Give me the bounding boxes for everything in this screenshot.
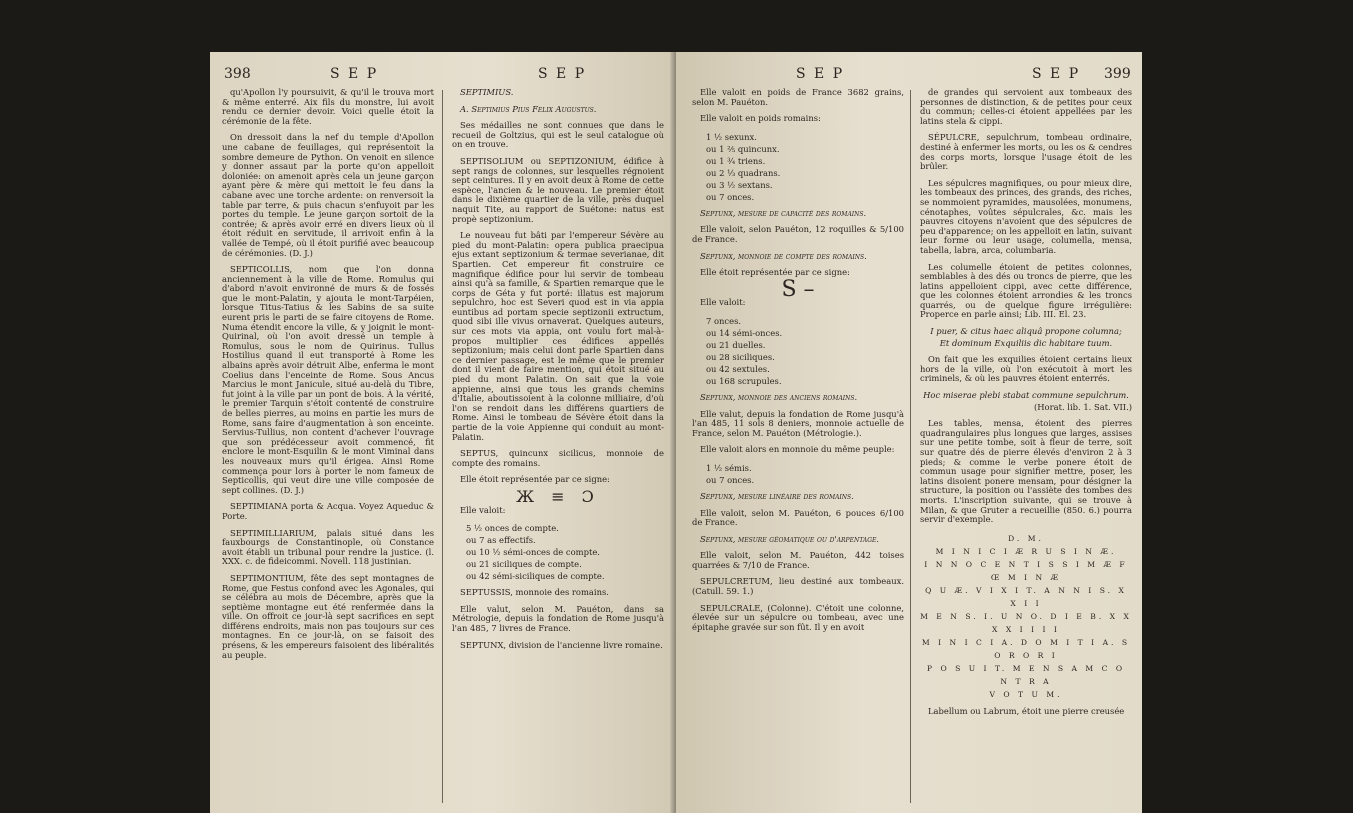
paragraph: Les tables, mensa, étoient des pierres quadrangulaires plus longues que larges, assises sur une petite tombe, soit à fleur de terre, soit sur quatre dés de pierre élevés d'environ 2 à 3 pieds; & comme le verbe ponere étoit de commun usage pour signifier mettre, poser, les latins disoient ponere mensam, pour désigner la structure, la position ou l'assiète des tombes des morts. L'inscription suivante, qui se trouve à Milan, & que Gruter a recueillie (850. 6.) pourra servir d'exemple. xyxy=(920,418,1132,525)
right-col-1 xyxy=(692,88,904,798)
list-item: ou 21 siciliques de compte. xyxy=(466,559,582,570)
entry-sepulcre: SÉPULCRE, sepulchrum, tombeau ordinaire, destiné à enfermer les morts, ou les os & cendres des corps morts, lorsque l'usage étoit de les brûler. xyxy=(920,132,1132,172)
paragraph: Le nouveau fut bâti par l'empereur Sévère au pied du mont-Palatin: opera publica praecipua ejus extant septizonium & termae severianae, dit Spartien. Cet empereur fit construire ce magnifique édifice pour lui servir de tombeau ainsi qu'à sa famille, & Spartien remarque que le corps de Géta y fut porté: illatus est majorum sepulchro, hoc est Severi quod est in via appia euntibus ad portam specie septizonii extructum, quod sibi ille vivus ornaverat. Quelques auteurs, sur ces mots via appia, ont voulu fort mal-à-propos multiplier ces édifices appellés septizonium; mais celui dont parle Spartien dans ce dernier passage, est le même que le premier dont il vient de faire mention, qui étoit situé au pied du mont Palatin. On sait que la voie appienne, ainsi que tous les grands chemins d'Italie, aboutissoient à la colonne milliaire, d'où l'on se rendoit dans les différens quartiers de Rome. Ainsi le tombeau de Sévère étoit dans la partie de la voie Appienne qui conduit au mont-Palatin. xyxy=(452,230,664,442)
paragraph: Elle valoit alors en monnoie du même peuple: xyxy=(700,444,895,455)
column-divider xyxy=(910,90,911,803)
entry-sepulcretum: SEPULCRETUM, lieu destiné aux tombeaux. (Catull. 59. 1.) xyxy=(692,576,904,597)
entry-septimontium: SEPTIMONTIUM, fête des sept montagnes de Rome, que Festus confond avec les Agonales, qui se célébra au mois de Décembre, après que la septième montagne eut été renfermée dans la ville. On offroit ce jour-là sept sacrifices en sept différens endroits, mais non pas toujours sur ces montagnes. En ce jour-là, on se faisoit des présens, & les empereurs faisoient des libéralités au peuple. xyxy=(222,572,434,660)
left-page-header xyxy=(210,66,676,88)
paragraph: Les columelle étoient de petites colonnes, semblables à des dés ou troncs de pierre, que les latins appelloient cippi, avec cette différence, que les colonnes étoient arrondies & les troncs quarrés, ou de quelque figure irrégulière: Properce en parle ainsi; Lib. III. El. 23. xyxy=(920,261,1132,320)
paragraph: Elle valoit, selon M. Pauéton, 442 toises quarrées & 7/10 de France. xyxy=(692,550,904,570)
page-number-left: 398 xyxy=(224,66,251,82)
verse-line: Hoc miserae plebi stabat commune sepulchrum. xyxy=(923,390,1129,401)
paragraph: Elle valoit: xyxy=(700,297,746,308)
paragraph: Elle étoit représentée par ce signe: xyxy=(460,474,610,485)
list-item: 7 onces. xyxy=(706,315,742,326)
semis-list xyxy=(706,462,904,486)
paragraph: de grandes qui servoient aux tombeaux des personnes de distinction, & de petites pour ceux du commun; celles-ci étoient appellées par les latins stela & cippi. xyxy=(920,88,1132,126)
epitaph-inscription xyxy=(920,532,1132,701)
entry-septimius: SEPTIMIUS. xyxy=(460,88,514,97)
right-col-2 xyxy=(920,88,1132,798)
verse-line: Et dominum Exquiliis dic habitare tuum. xyxy=(939,337,1113,348)
entry-septus: SEPTUS, quincunx sicilicus, monnoie de compte des romains. xyxy=(452,448,664,468)
paragraph: Septunx, mesure de capacité des romains. xyxy=(700,207,867,218)
epitaph-line: D. M. xyxy=(1008,533,1044,543)
septunx-values-list xyxy=(706,315,904,387)
list-item: ou 7 onces. xyxy=(706,191,755,202)
list-item: ou 168 scrupules. xyxy=(706,375,782,386)
list-item: ou 7 as effectifs. xyxy=(466,535,536,546)
epitaph-line: M I N I C I A. D O M I T I A. S O R O R I xyxy=(921,637,1131,660)
verse-line: I puer, & citus haec aliquâ propone columna; xyxy=(930,326,1122,337)
entry-sepulcrale: SEPULCRALE, (Colonne). C'étoit une colonne, élevée sur un sépulcre ou tombeau, avec une épitaphe gravée sur son fût. Il y en avoit xyxy=(692,602,904,632)
entry-septisolium: SEPTISOLIUM ou SEPTIZONIUM, édifice à sept rangs de colonnes, sur lesquelles régnoient sept ceintures. Il y en avoit deux à Rome de cette espèce, l'ancien & le nouveau. Le premier étoit dans le dixième quartier de la ville, près duquel naquit Tite, au rapport de Suétone: natus est propè septizonium. xyxy=(452,155,664,224)
column-divider xyxy=(442,90,443,803)
paragraph: Septunx, monnoie de compte des romains. xyxy=(700,250,867,261)
epitaph-line: M I N I C I Æ R U S I N Æ. xyxy=(935,546,1117,556)
paragraph: Elle étoit représentée par ce signe: xyxy=(700,267,850,278)
paragraph: Elle valoit, selon Pauéton, 12 roquilles & 5/100 de France. xyxy=(692,224,904,244)
epitaph-line: I N N O C E N T I S S I M Æ F Œ M I N Æ xyxy=(924,559,1128,582)
entry-septimiana: SEPTIMIANA porta & Acqua. Voyez Aqueduc & Porte. xyxy=(222,501,434,521)
paragraph: Elle valut, depuis la fondation de Rome jusqu'à l'an 485, 11 sols 8 deniers, monnoie actuelle de France, selon M. Pauéton (Métrologie.). xyxy=(692,408,904,438)
right-page-header xyxy=(676,66,1142,88)
paragraph: qu'Apollon l'y poursuivit, & qu'il le trouva mort & même enterré. Aix fils du monstre, lui avoit rendu ce dernier devoir. Voici quelle étoit la cérémonie de la fête. xyxy=(222,88,434,126)
epitaph-line: M E N S. I. U N O. D I E B. X X X X I I I I xyxy=(920,611,1132,634)
entry-septussis: SEPTUSSIS, monnoie des romains. xyxy=(460,587,609,598)
epitaph-line: Q U Æ. V I X I T. A N N I S. X X I I xyxy=(925,585,1127,608)
left-page xyxy=(210,52,676,813)
running-head-right: S E P xyxy=(796,66,845,82)
citation: (Horat. lib. 1. Sat. VII.) xyxy=(1033,401,1132,412)
epitaph-line: P O S U I T. M E N S A M C O N T R A xyxy=(926,663,1126,686)
list-item: ou 10 ½ sémi-onces de compte. xyxy=(466,547,600,558)
running-head-left-2: S E P xyxy=(538,66,587,82)
list-item: ou 1 ⅖ quincunx. xyxy=(706,143,780,154)
list-item: ou 14 sémi-onces. xyxy=(706,327,783,338)
entry-septimilliarium: SEPTIMILLIARIUM, palais situé dans les fauxbourgs de Constantinople, où Constance avoit établi un tribunal pour rendre la justice. (l. XXX. c. de fideicommi. Novell. 118 justinian. xyxy=(222,527,434,567)
paragraph: Les sépulcres magnifiques, ou pour mieux dire, les tombeaux des princes, des grands, des riches, se nommoient pyramides, mausolées, monumens, cénotaphes, voûtes sépulcrales, &c. mais les pauvres citoyens n'avoient que des sépulcres de peu d'apparence; on les appelloit en latin, suivant leur forme ou leur usage, columella, mensa, tabella, labra, arca, columbaria. xyxy=(920,177,1132,255)
list-item: ou 42 sextules. xyxy=(706,363,770,374)
paragraph: On fait que les exquilies étoient certains lieux hors de la ville, où l'on exécutoit à mort les criminels, & où les pauvres étoient enterrés. xyxy=(920,354,1132,384)
list-item: 5 ½ onces de compte. xyxy=(466,523,559,534)
list-item: 1 ½ sexunx. xyxy=(706,131,757,142)
list-item: ou 2 ⅓ quadrans. xyxy=(706,167,781,178)
list-item: ou 28 siciliques. xyxy=(706,351,775,362)
left-col-2 xyxy=(452,88,664,798)
paragraph: Septunx, mesure géomatique ou d'arpentage. xyxy=(700,533,880,544)
page-number-right: 399 xyxy=(1104,66,1131,82)
entry-septunx: SEPTUNX, division de l'ancienne livre romaine. xyxy=(460,639,663,650)
list-item: ou 42 sémi-siciliques de compte. xyxy=(466,571,605,582)
epitaph-line: V O T U M. xyxy=(989,689,1063,699)
weights-list xyxy=(706,131,904,203)
septus-sign: Ж ≡ Ɔ xyxy=(516,486,600,506)
right-page xyxy=(676,52,1142,813)
list-item: ou 21 duelles. xyxy=(706,339,766,350)
paragraph: On dressoit dans la nef du temple d'Apollon une cabane de feuillages, qui représentoit la sombre demeure de Python. On venoit en silence y donner assaut par la porte qu'on appelloit doloniée: on amenoit après cela un jeune garçon ayant père & mère qui mettoit le feu dans la cabane avec une torche ardente: on renversoit la table par terre, & puis chacun s'enfuyoit par les portes du temple. Le jeune garçon sortoit de la contrée; & après avoir erré en divers lieux où il étoit réduit en servitude, il arrivoit enfin à la vallée de Tempé, où il étoit purifié avec beaucoup de cérémonies. (D. J.) xyxy=(222,132,434,258)
running-head-right-2: S E P xyxy=(1032,66,1081,82)
septus-values-list xyxy=(466,522,664,582)
coin-legend: A. Septimius Pius Felix Augustus. xyxy=(460,103,597,114)
list-item: 1 ½ sémis. xyxy=(706,462,752,473)
paragraph: Elle valut, selon M. Pauéton, dans sa Métrologie, depuis la fondation de Rome jusqu'à l'an 485, 7 livres de France. xyxy=(452,603,664,633)
septunx-sign: S – xyxy=(781,276,815,302)
running-head-left: S E P xyxy=(330,66,379,82)
paragraph: Elle valoit en poids romains: xyxy=(700,113,821,124)
paragraph: Elle valoit en poids de France 3682 grains, selon M. Pauéton. xyxy=(692,88,904,107)
list-item: ou 7 onces. xyxy=(706,474,755,485)
entry-septicollis: SEPTICOLLIS, nom que l'on donna anciennement à la ville de Rome. Romulus qui d'abord n'avoit environné de murs & de fossés que le mont-Palatin, y ajouta le mont-Tarpéien, lorsque Titus-Tatius & les Sabins de sa suite eurent pris le parti de se faire citoyens de Rome. Numa étendit encore la ville, & y joignit le mont-Quirinal, où l'on avoit dressé un temple à Romulus, sous le nom de Quirinus. Tullus Hostilius quand il eut transporté à Rome les albains après avoir détruit Albe, enferma le mont Coelius dans l'enceinte de Rome. Sous Ancus Marcius le mont Janicule, situé au-delà du Tibre, fut joint à la ville par un pont de bois. À la vérité, le premier Tarquin s'étoit contenté de construire de belles pierres, au moins en partie les murs de Rome, sans faire d'augmentation à son enceinte. Servius-Tullius, non content d'achever l'ouvrage que son prédécesseur avoit commencé, fit enclore le mont-Esquilin & le mont Viminal dans les nouveaux murs qu'il érigea. Ainsi Rome commença pour lors à porter le nom fameux de Septicollis, qui veut dire une ville composée de sept collines. (D. J.) xyxy=(222,264,434,495)
list-item: ou 3 ½ sextans. xyxy=(706,179,773,190)
list-item: ou 1 ¾ triens. xyxy=(706,155,766,166)
paragraph: Septunx, mesure linéaire des romains. xyxy=(700,490,854,501)
paragraph: Ses médailles ne sont connues que dans le recueil de Goltzius, qui est le seul catalogue où on en trouve. xyxy=(452,120,664,150)
left-col-1 xyxy=(222,88,434,798)
paragraph: Labellum ou Labrum, étoit une pierre creusée xyxy=(928,705,1125,716)
paragraph: Septunx, monnoie des anciens romains. xyxy=(700,391,858,402)
paragraph: Elle valoit: xyxy=(460,504,506,515)
paragraph: Elle valoit, selon M. Pauéton, 6 pouces 6/100 de France. xyxy=(692,507,904,528)
